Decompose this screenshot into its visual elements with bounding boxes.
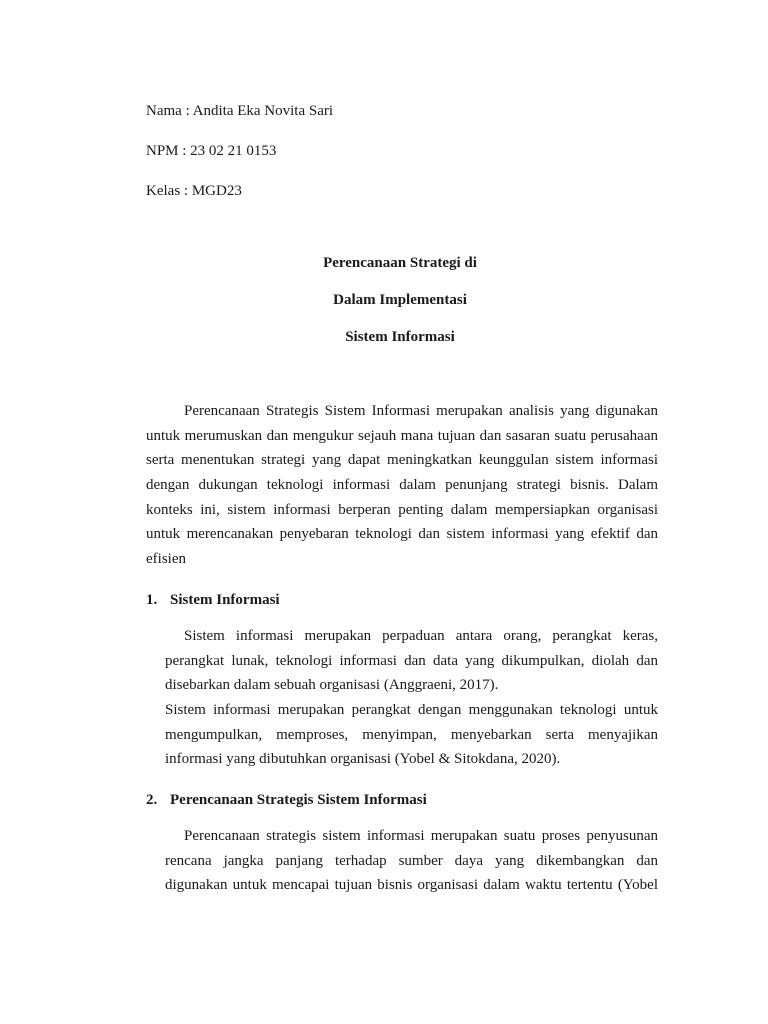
section-1-number: 1. xyxy=(146,592,158,608)
intro-line: efisien xyxy=(146,551,186,568)
intro-line: untuk merencanakan penyebaran teknologi dan sistem informasi yang efektif dan xyxy=(146,526,658,543)
section-1-line: Sistem informasi merupakan perpaduan antara orang, perangkat keras, xyxy=(184,628,658,644)
section-1-line: disebarkan dalam sebuah organisasi (Anggraeni, 2017). xyxy=(165,677,499,694)
student-name: Nama : Andita Eka Novita Sari xyxy=(146,103,334,119)
document-title-line-2: Dalam Implementasi xyxy=(333,292,467,308)
document-title-line-3: Sistem Informasi xyxy=(345,329,455,345)
section-1-line: perangkat lunak, teknologi informasi dan data yang dikumpulkan, diolah dan xyxy=(165,652,658,669)
student-npm: NPM : 23 02 21 0153 xyxy=(146,143,277,159)
student-class: Kelas : MGD23 xyxy=(146,183,242,199)
section-2-line: rencana jangka panjang terhadap sumber daya yang dikembangkan dan xyxy=(165,852,658,869)
section-1-title: Sistem Informasi xyxy=(170,592,280,608)
section-1-line: mengumpulkan, memproses, menyimpan, menyebarkan serta menyajikan xyxy=(165,726,658,743)
section-1-line: informasi yang dibutuhkan organisasi (Yobel & Sitokdana, 2020). xyxy=(165,751,561,768)
section-2-line: digunakan untuk mencapai tujuan bisnis organisasi dalam waktu tertentu (Yobel xyxy=(165,877,658,894)
section-2-heading xyxy=(146,788,427,812)
intro-line: dengan dukungan teknologi informasi dalam penunjang strategi bisnis. Dalam xyxy=(146,477,658,494)
section-2-paragraph-1 xyxy=(165,824,658,898)
section-1-paragraph-2 xyxy=(165,698,658,772)
section-1-heading xyxy=(146,588,280,612)
section-2-number: 2. xyxy=(146,792,158,808)
document-title-line-1: Perencanaan Strategi di xyxy=(323,255,477,271)
section-1-paragraph-1 xyxy=(165,624,658,698)
intro-paragraph xyxy=(146,399,658,572)
intro-line: untuk merumuskan dan mengukur sejauh mana tujuan dan sasaran suatu perusahaan xyxy=(146,427,658,444)
intro-line: konteks ini, sistem informasi berperan penting dalam mempersiapkan organisasi xyxy=(146,501,658,518)
section-2-title: Perencanaan Strategis Sistem Informasi xyxy=(170,792,427,808)
section-1-line: Sistem informasi merupakan perangkat dengan menggunakan teknologi untuk xyxy=(165,702,658,718)
section-2-line: Perencanaan strategis sistem informasi merupakan suatu proses penyusunan xyxy=(184,828,658,844)
intro-line: Perencanaan Strategis Sistem Informasi merupakan analisis yang digunakan xyxy=(184,403,658,419)
intro-line: serta menentukan strategi yang dapat meningkatkan keunggulan sistem informasi xyxy=(146,452,658,469)
